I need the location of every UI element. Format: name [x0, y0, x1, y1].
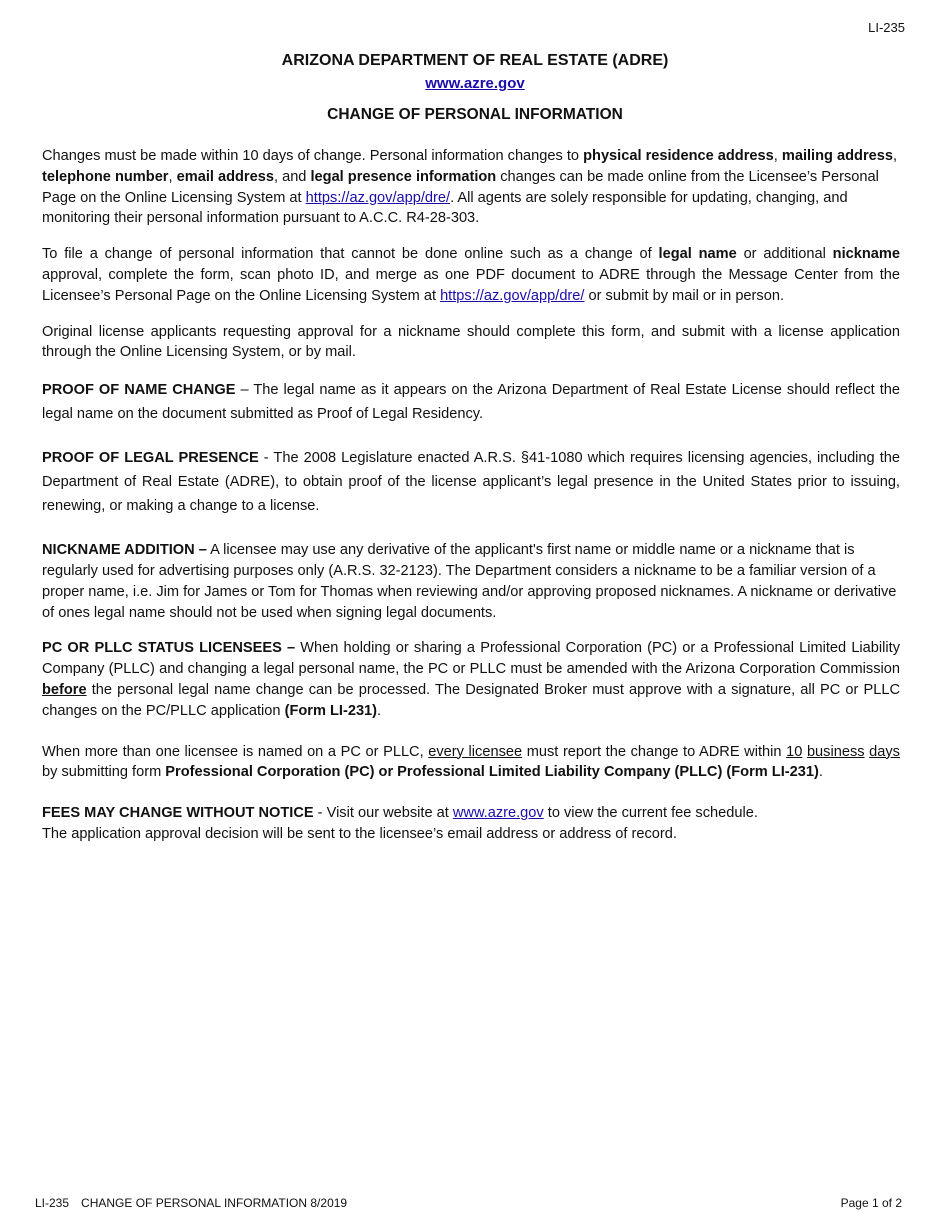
multiple-licensee-paragraph: When more than one licensee is named on a PC or PLLC, every licensee must report the change to ADRE within 10 business days by submitting form Professional Corporation (PC) or Professional Limited Liability Company (PLLC) (Form LI-231).	[42, 743, 900, 781]
form-code-header: LI-235	[868, 20, 905, 35]
online-licensing-link-2[interactable]: https://az.gov/app/dre/	[440, 287, 585, 304]
pc-pllc-status-paragraph: PC OR PLLC STATUS LICENSEES – When holding or sharing a Professional Corporation (PC) or a Professional Limited Liability Company (PLLC) and changing a legal personal name, the PC or PLLC must be amended with the Arizona Corporation Commission before the personal legal name change can be processed. The Designated Broker must approve with a signature, all PC or PLLC changes on the PC/PLLC application (Form LI-231).	[42, 640, 900, 719]
offline-change-paragraph: To file a change of personal information that cannot be done online such as a change of legal name or additional nickname approval, complete the form, scan photo ID, and merge as one PDF document to ADRE through the Message Center from the Licensee’s Personal Page on the Online Licensing System at https://az.gov/app/dre/ or submit by mail or in person.	[42, 246, 900, 304]
page-number: Page 1 of 2	[840, 1196, 902, 1210]
intro-paragraph: Changes must be made within 10 days of change. Personal information changes to physical residence address, mailing address, telephone number, email address, and legal presence information changes can be made online from the Licensee’s Personal Page on the Online Licensing System at https://az.gov/app/dre/. All agents are solely responsible for updating, changing, and monitoring their personal information pursuant to A.C.C. R4-28-303.	[42, 148, 898, 227]
footer-form-info	[35, 1196, 347, 1210]
agency-name: ARIZONA DEPARTMENT OF REAL ESTATE (ADRE)	[281, 52, 669, 69]
page-title: CHANGE OF PERSONAL INFORMATION	[327, 106, 623, 123]
nickname-addition-paragraph: NICKNAME ADDITION – A licensee may use any derivative of the applicant's first name or middle name or a nickname that is regularly used for advertising purposes only (A.R.S. 32-2123). The Department considers a nickname to be a familiar version of a proper name, i.e. Jim for James or Tom for Thomas when reviewing and/or approving proposed nicknames. A nickname or derivative of ones legal name should not be used when signing legal documents.	[42, 542, 897, 621]
nickname-applicant-paragraph: Original license applicants requesting approval for a nickname should complete this form, and submit with a license application through the Online Licensing System, or by mail.	[42, 323, 900, 361]
proof-of-legal-presence-paragraph: PROOF OF LEGAL PRESENCE - The 2008 Legislature enacted A.R.S. §41-1080 which requires licensing agencies, including the Department of Real Estate (ADRE), to obtain proof of the license applicant’s legal presence in the United States prior to issuing, renewing, or making a change to a license.	[42, 450, 900, 515]
online-licensing-link[interactable]: https://az.gov/app/dre/	[305, 189, 451, 206]
fees-paragraph: FEES MAY CHANGE WITHOUT NOTICE - Visit our website at www.azre.gov to view the current fee schedule. The application approval decision will be sent to the licensee’s email address or address of record.	[42, 805, 758, 842]
agency-website-link[interactable]: www.azre.gov	[425, 75, 525, 92]
footer-form-code: LI-235	[35, 1196, 70, 1210]
fee-schedule-link[interactable]: www.azre.gov	[452, 805, 544, 822]
proof-of-name-change-paragraph: PROOF OF NAME CHANGE – The legal name as it appears on the Arizona Department of Real Estate License should reflect the legal name on the document submitted as Proof of Legal Residency.	[42, 382, 901, 423]
document-header	[0, 52, 950, 124]
footer-form-title: CHANGE OF PERSONAL INFORMATION 8/2019	[81, 1196, 348, 1210]
document-body	[42, 146, 900, 860]
